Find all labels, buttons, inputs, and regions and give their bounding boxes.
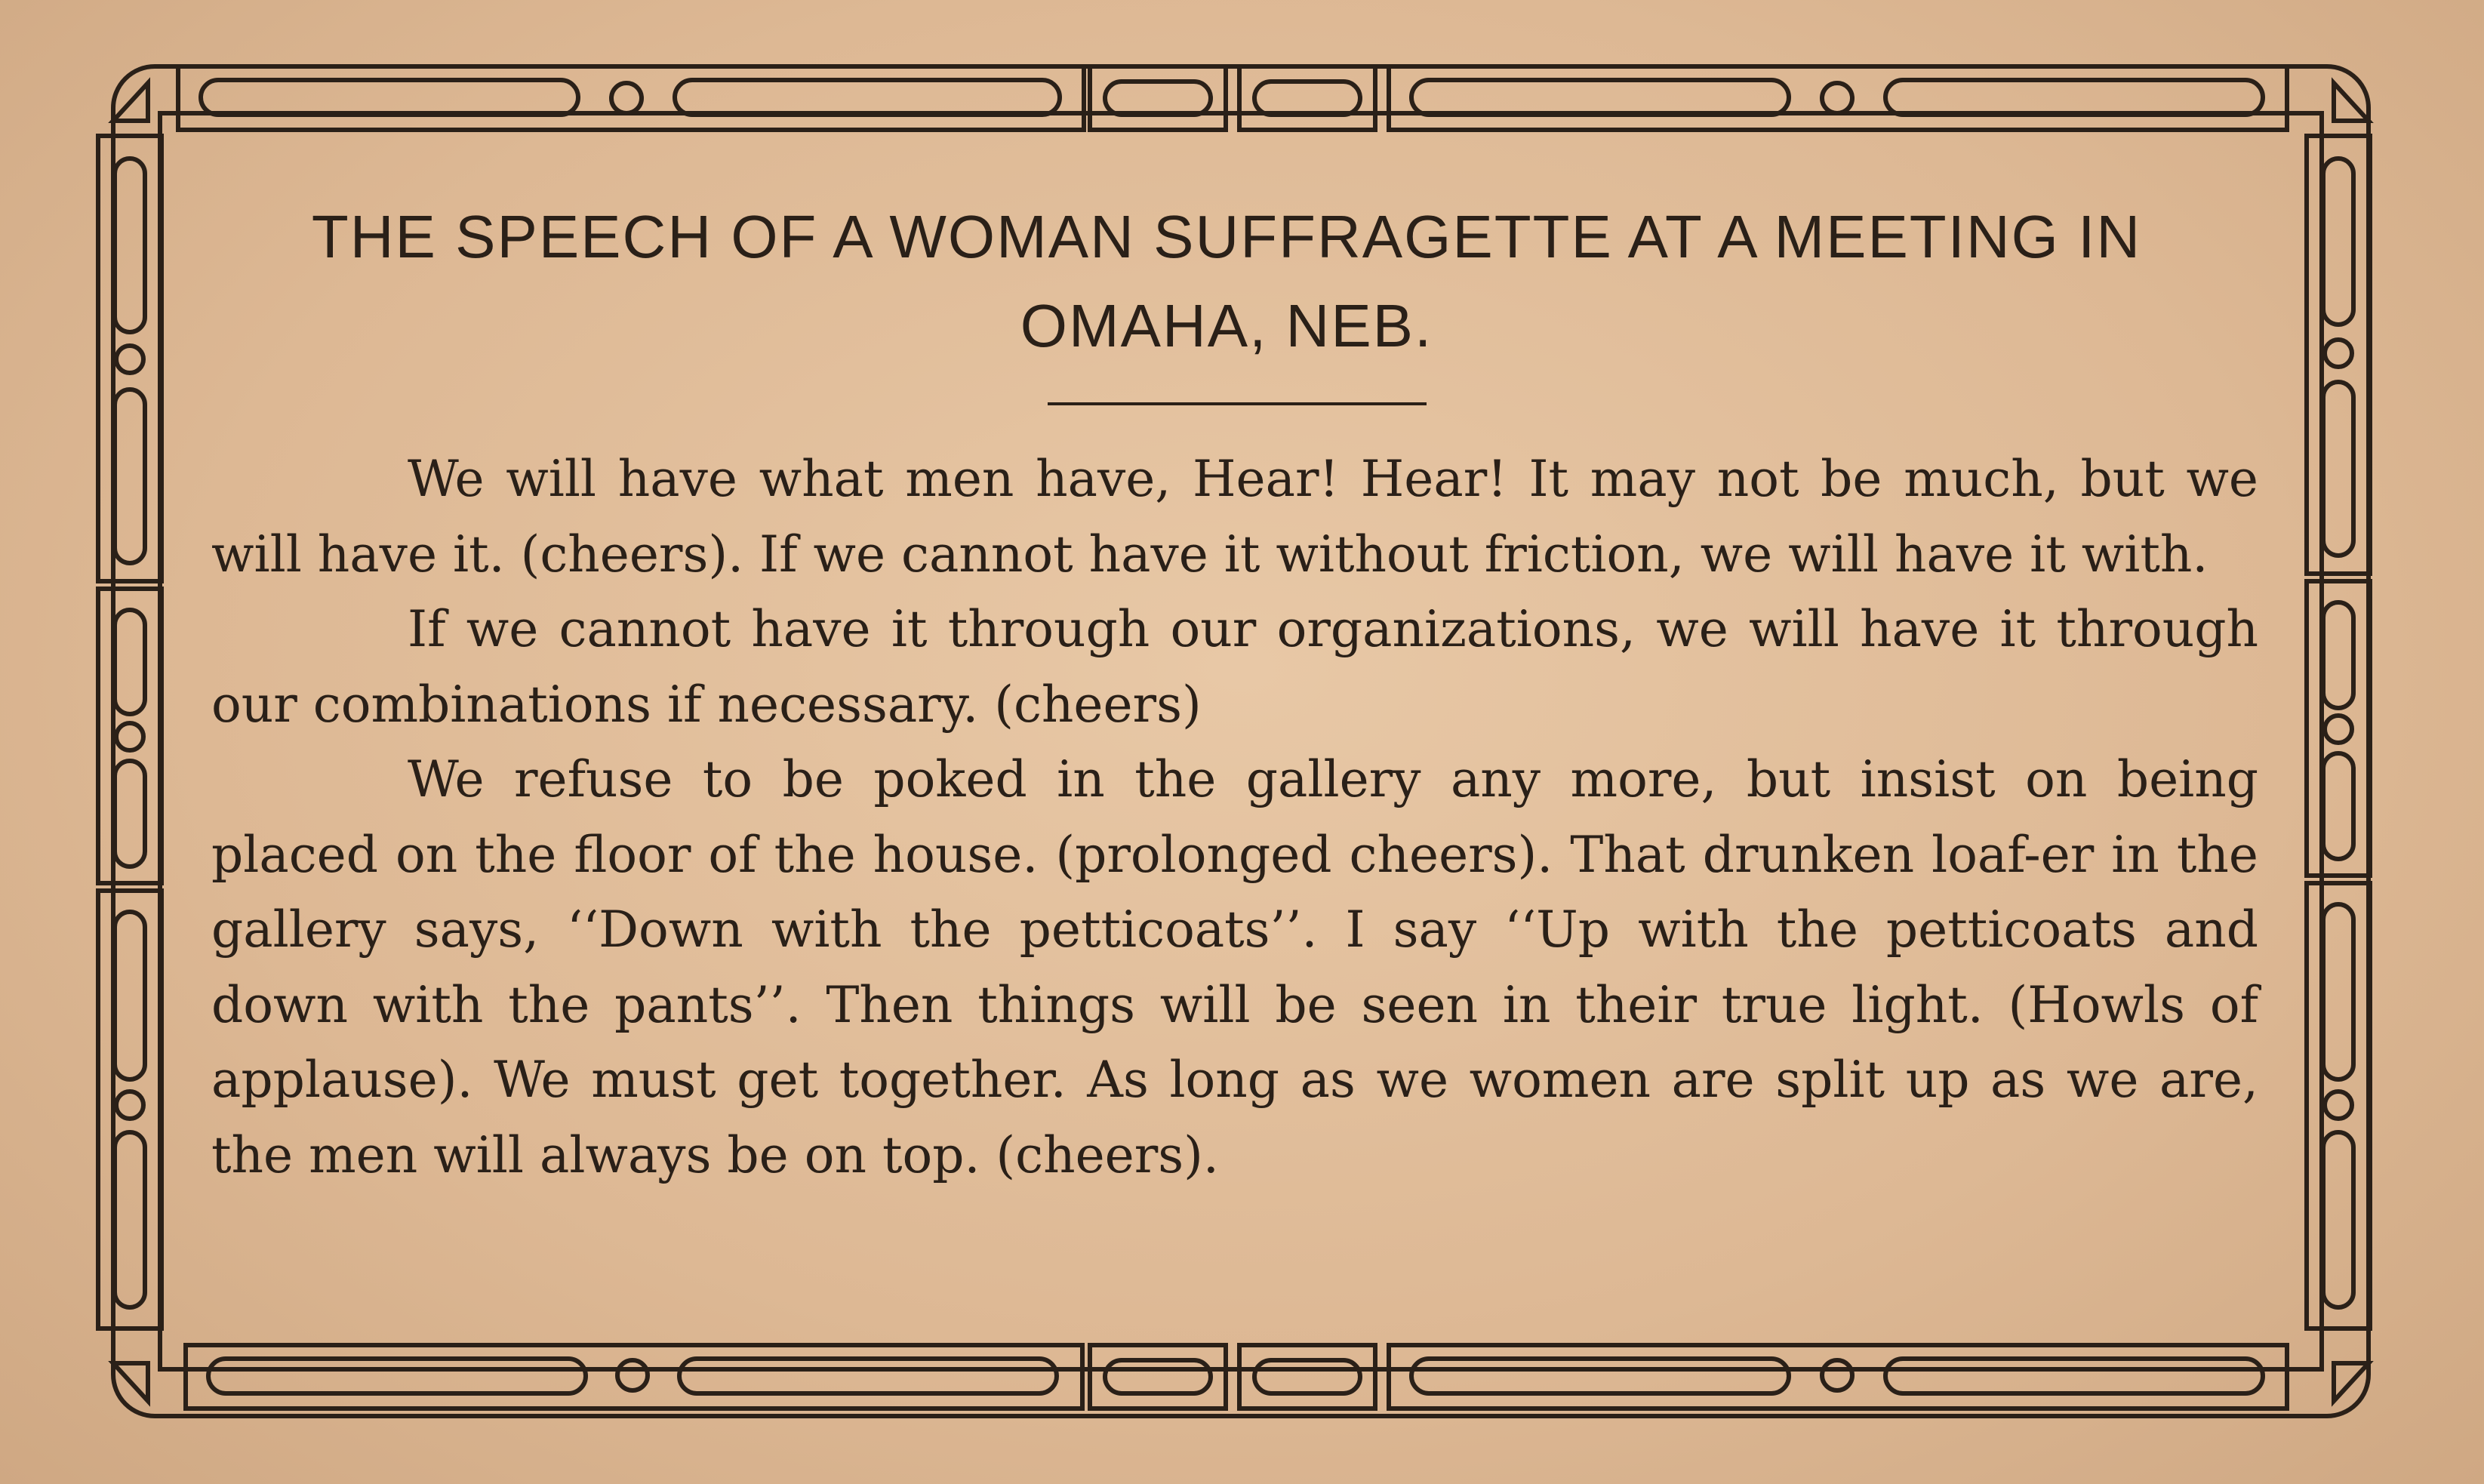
speech-paragraph-3: We refuse to be poked in the gallery any more, but insist on being placed on the floor of the house. (prolonged cheers). That drunken loaf-er in the gallery says, ‘‘Down with the petticoats’’. I say ‘‘Up with the petticoats and down with the pants’’. Then things will be seen in their true light. (Howls of applause). We must get together. As long as we women are split up as we are, the men will always be on top. (cheers). bbox=[211, 750, 2258, 1184]
card-title: THE SPEECH OF A WOMAN SUFFRAGETTE AT A MEETING IN OMAHA, NEB. bbox=[311, 203, 2142, 359]
speech-body bbox=[211, 442, 2258, 1193]
speech-paragraph-2: If we cannot have it through our organizations, we will have it through our combinations if necessary. (cheers) bbox=[211, 600, 2258, 734]
speech-paragraph-1: We will have what men have, Hear! Hear! It may not be much, but we will have it. (cheers). If we cannot have it without friction, we will have it with. bbox=[211, 450, 2258, 583]
title-divider bbox=[1048, 402, 1427, 405]
